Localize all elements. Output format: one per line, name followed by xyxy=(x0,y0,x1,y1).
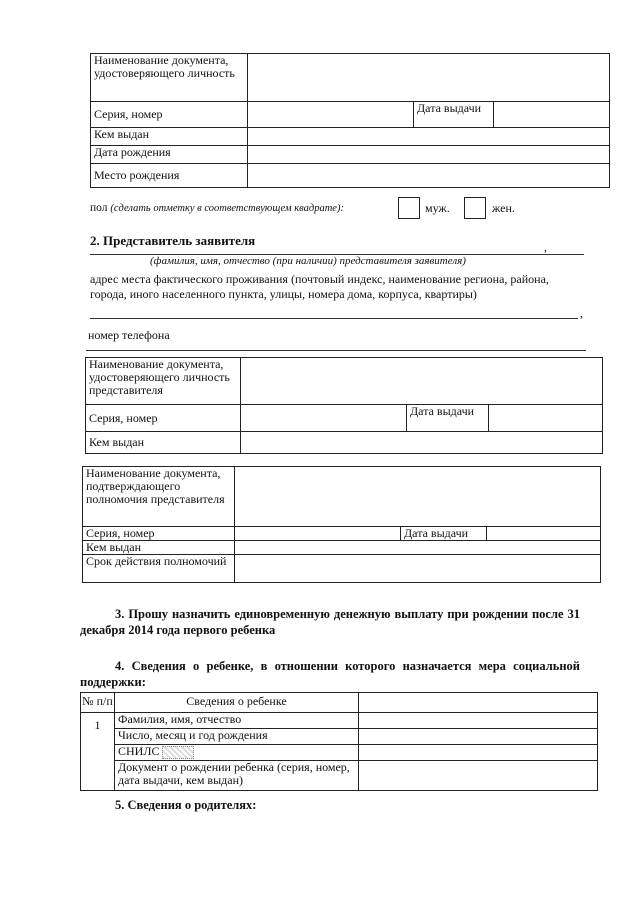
representative-document-table xyxy=(85,357,603,454)
series-input[interactable] xyxy=(248,102,414,128)
sex-label: пол xyxy=(90,202,108,214)
col-info-header: Сведения о ребенке xyxy=(115,693,359,713)
section3-text-content: 3. Прошу назначить единовременную денежную выплату при рождении после 31 декабря 2014 года первого ребенка xyxy=(80,607,580,637)
authority-issued-by-input[interactable] xyxy=(235,541,601,555)
rep-issued-by-label: Кем выдан xyxy=(86,432,241,454)
child-snils-cell xyxy=(115,745,359,761)
sex-hint: (сделать отметку в соответствующем квадрате): xyxy=(110,203,344,214)
col-num-header: № п/п xyxy=(81,693,115,713)
doc-name-label: Наименование документа, удостоверяющего личность xyxy=(91,54,248,102)
child-info-table xyxy=(80,692,598,791)
applicant-document-table xyxy=(90,53,610,188)
birth-date-input[interactable] xyxy=(248,146,610,164)
child-birth-date-label: Число, месяц и год рождения xyxy=(115,729,359,745)
address-label: адрес места фактического проживания (почтовый индекс, наименование региона, района, города, иного населенного пункта, улицы, номера дома, корпуса, квартиры) xyxy=(90,272,549,301)
section2-title: 2. Представитель заявителя xyxy=(90,233,256,248)
child-birth-date-input[interactable] xyxy=(359,729,598,745)
phone-line[interactable] xyxy=(86,350,586,351)
birth-place-label: Место рождения xyxy=(91,164,248,188)
rep-doc-name-input[interactable] xyxy=(241,358,603,405)
authority-issue-date-label: Дата выдачи xyxy=(401,527,487,541)
female-label: жен. xyxy=(492,201,515,215)
section5-title: 5. Сведения о родителях: xyxy=(115,798,257,812)
col-value-header xyxy=(359,693,598,713)
male-label: муж. xyxy=(425,201,450,215)
child-birth-doc-label: Документ о рождении ребенка (серия, номер, дата выдачи, кем выдан) xyxy=(115,761,359,791)
rep-issued-by-input[interactable] xyxy=(241,432,603,454)
rep-doc-name-label: Наименование документа, удостоверяющего личность представителя xyxy=(86,358,241,405)
issued-by-input[interactable] xyxy=(248,128,610,146)
address-line[interactable] xyxy=(90,318,578,319)
section2-comma: , xyxy=(544,240,547,254)
authority-series-label: Серия, номер xyxy=(83,527,235,541)
issue-date-label: Дата выдачи xyxy=(414,102,494,128)
child-snils-input[interactable] xyxy=(359,745,598,761)
phone-label: номер телефона xyxy=(88,328,170,342)
rep-issue-date-label: Дата выдачи xyxy=(407,405,489,432)
issue-date-input[interactable] xyxy=(494,102,610,128)
series-label: Серия, номер xyxy=(91,102,248,128)
authority-series-input[interactable] xyxy=(235,527,401,541)
child-birth-doc-input[interactable] xyxy=(359,761,598,791)
authority-validity-label: Срок действия полномочий xyxy=(83,555,235,583)
authority-issued-by-label: Кем выдан xyxy=(83,541,235,555)
rep-series-label: Серия, номер xyxy=(86,405,241,432)
representative-name-hint: (фамилия, имя, отчество (при наличии) представителя заявителя) xyxy=(150,255,466,267)
section4-title xyxy=(80,658,580,690)
rep-series-input[interactable] xyxy=(241,405,407,432)
rep-issue-date-input[interactable] xyxy=(489,405,603,432)
sex-row xyxy=(90,197,590,221)
child-snils-label: СНИЛС xyxy=(118,744,160,758)
male-checkbox[interactable] xyxy=(398,197,420,219)
birth-place-input[interactable] xyxy=(248,164,610,188)
child-fio-input[interactable] xyxy=(359,713,598,729)
authority-issue-date-input[interactable] xyxy=(487,527,601,541)
birth-date-label: Дата рождения xyxy=(91,146,248,164)
section4-title-content: 4. Сведения о ребенке, в отношении которого назначается мера социальной поддержки: xyxy=(80,659,580,689)
authority-doc-name-label: Наименование документа, подтверждающего полномочия представителя xyxy=(83,467,235,527)
issued-by-label: Кем выдан xyxy=(91,128,248,146)
address-comma: , xyxy=(580,306,583,320)
authority-document-table xyxy=(82,466,601,583)
doc-name-input[interactable] xyxy=(248,54,610,102)
snils-stamp-icon xyxy=(162,746,194,759)
child-fio-label: Фамилия, имя, отчество xyxy=(115,713,359,729)
section3-text xyxy=(80,606,580,638)
female-checkbox[interactable] xyxy=(464,197,486,219)
authority-doc-name-input[interactable] xyxy=(235,467,601,527)
row-number: 1 xyxy=(81,713,115,791)
authority-validity-input[interactable] xyxy=(235,555,601,583)
